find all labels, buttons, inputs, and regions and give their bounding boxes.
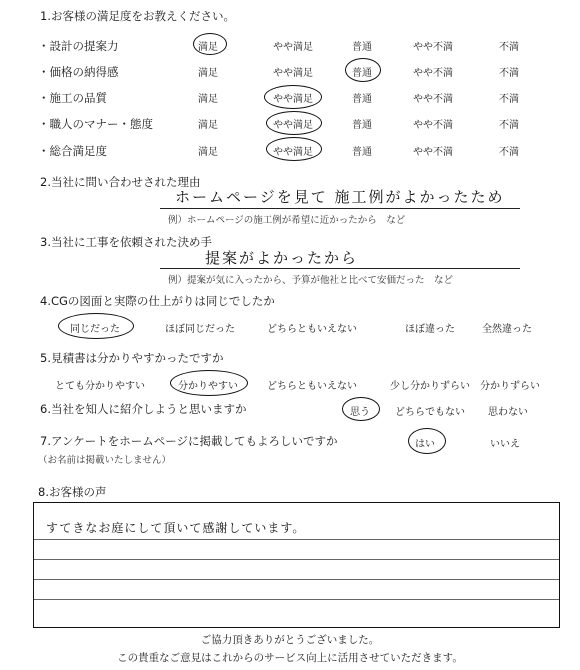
q1-option[interactable]: 不満 [499, 94, 519, 105]
q8-title: 8.お客様の声 [38, 485, 107, 499]
q1-row-label: ・施工の品質 [38, 91, 107, 105]
q5-title: 5.見積書は分かりやすかったですか [40, 351, 224, 365]
q1-option[interactable]: やや満足 [273, 42, 313, 53]
q6-option[interactable]: 思う [350, 407, 370, 418]
q2-title: 2.当社に問い合わせされた理由 [40, 175, 201, 189]
selection-circle [408, 428, 446, 454]
q1-row-label: ・設計の提案力 [38, 39, 119, 53]
q6-option[interactable]: どちらでもない [395, 407, 465, 418]
q1-option[interactable]: やや満足 [273, 120, 313, 131]
q1-row-label: ・総合満足度 [38, 144, 107, 158]
q2-example: 例）ホームページの施工例が希望に近かったから など [168, 215, 406, 226]
selection-circle [342, 397, 380, 421]
q7-title: 7.アンケートをホームページに掲載してもよろしいですか [40, 434, 338, 448]
q1-option[interactable]: 普通 [352, 68, 372, 79]
footer-thanks: ご協力頂きありがとうございました。 [200, 634, 380, 646]
q3-example: 例）提案が気に入ったから、予算が他社と比べて安価だった など [168, 275, 454, 286]
q3-title: 3.当社に工事を依頼された決め手 [40, 235, 212, 249]
q1-option[interactable]: やや満足 [273, 68, 313, 79]
q1-row-label: ・価格の納得感 [38, 65, 119, 79]
q5-option[interactable]: 分かりやすい [178, 381, 238, 392]
selection-circle [266, 137, 322, 161]
q5-option[interactable]: 分かりずらい [480, 381, 540, 392]
q8-answer: すてきなお庭にして頂いて感謝しています。 [46, 521, 306, 535]
q1-option[interactable]: 満足 [198, 94, 218, 105]
footer-note: この貴重なご意見はこれからのサービス向上に活用させていただきます。 [117, 652, 463, 664]
q5-option[interactable]: とても分かりやすい [55, 381, 145, 392]
q1-option[interactable]: やや不満 [413, 94, 453, 105]
voice-textarea[interactable] [33, 502, 560, 628]
q1-option[interactable]: 不満 [499, 120, 519, 131]
q1-option[interactable]: やや満足 [273, 147, 313, 158]
answer-line [160, 268, 520, 269]
q1-option[interactable]: やや不満 [413, 42, 453, 53]
selection-circle [264, 85, 322, 109]
q4-option[interactable]: ほぼ同じだった [165, 324, 235, 335]
q5-option[interactable]: どちらともいえない [267, 381, 357, 392]
q1-option[interactable]: 不満 [499, 68, 519, 79]
q1-option[interactable]: やや不満 [413, 147, 453, 158]
q2-answer[interactable]: ホームページを見て 施工例がよかったため [175, 188, 505, 206]
ruled-line [34, 559, 559, 560]
q3-answer[interactable]: 提案がよかったから [205, 249, 359, 267]
q6-title: 6.当社を知人に紹介しようと思いますか [40, 402, 247, 416]
selection-circle [266, 111, 322, 135]
q1-option[interactable]: 満足 [198, 68, 218, 79]
selection-circle [58, 313, 134, 339]
q1-row-label: ・職人のマナー・態度 [38, 117, 153, 131]
q4-option[interactable]: 同じだった [70, 324, 120, 335]
q4-option[interactable]: どちらともいえない [267, 324, 357, 335]
ruled-line [34, 599, 559, 600]
q1-title: 1.お客様の満足度をお教えください。 [40, 9, 235, 23]
q1-option[interactable]: 不満 [499, 42, 519, 53]
q1-option[interactable]: やや満足 [273, 94, 313, 105]
q4-title: 4.CGの図面と実際の仕上がりは同じでしたか [40, 294, 275, 308]
ruled-line [34, 539, 559, 540]
q1-option[interactable]: 普通 [352, 147, 372, 158]
selection-circle [170, 370, 248, 396]
q1-option[interactable]: 満足 [198, 120, 218, 131]
q1-option[interactable]: やや不満 [413, 68, 453, 79]
q1-option[interactable]: 普通 [352, 120, 372, 131]
ruled-line [34, 579, 559, 580]
q1-option[interactable]: 普通 [352, 42, 372, 53]
selection-circle [345, 58, 381, 82]
q7-option[interactable]: いいえ [490, 439, 520, 450]
q4-option[interactable]: 全然違った [482, 324, 532, 335]
q1-option[interactable]: やや不満 [413, 120, 453, 131]
q1-option[interactable]: 満足 [198, 147, 218, 158]
q6-option[interactable]: 思わない [488, 407, 528, 418]
q4-option[interactable]: ほぼ違った [405, 324, 455, 335]
q1-option[interactable]: 普通 [352, 94, 372, 105]
q5-option[interactable]: 少し分かりずらい [390, 381, 470, 392]
selection-circle [193, 33, 227, 55]
q7-note: （お名前は掲載いたしません） [38, 455, 172, 466]
q1-option[interactable]: 満足 [198, 42, 218, 53]
q7-option[interactable]: はい [415, 439, 435, 450]
q1-option[interactable]: 不満 [499, 147, 519, 158]
answer-line [160, 208, 520, 209]
